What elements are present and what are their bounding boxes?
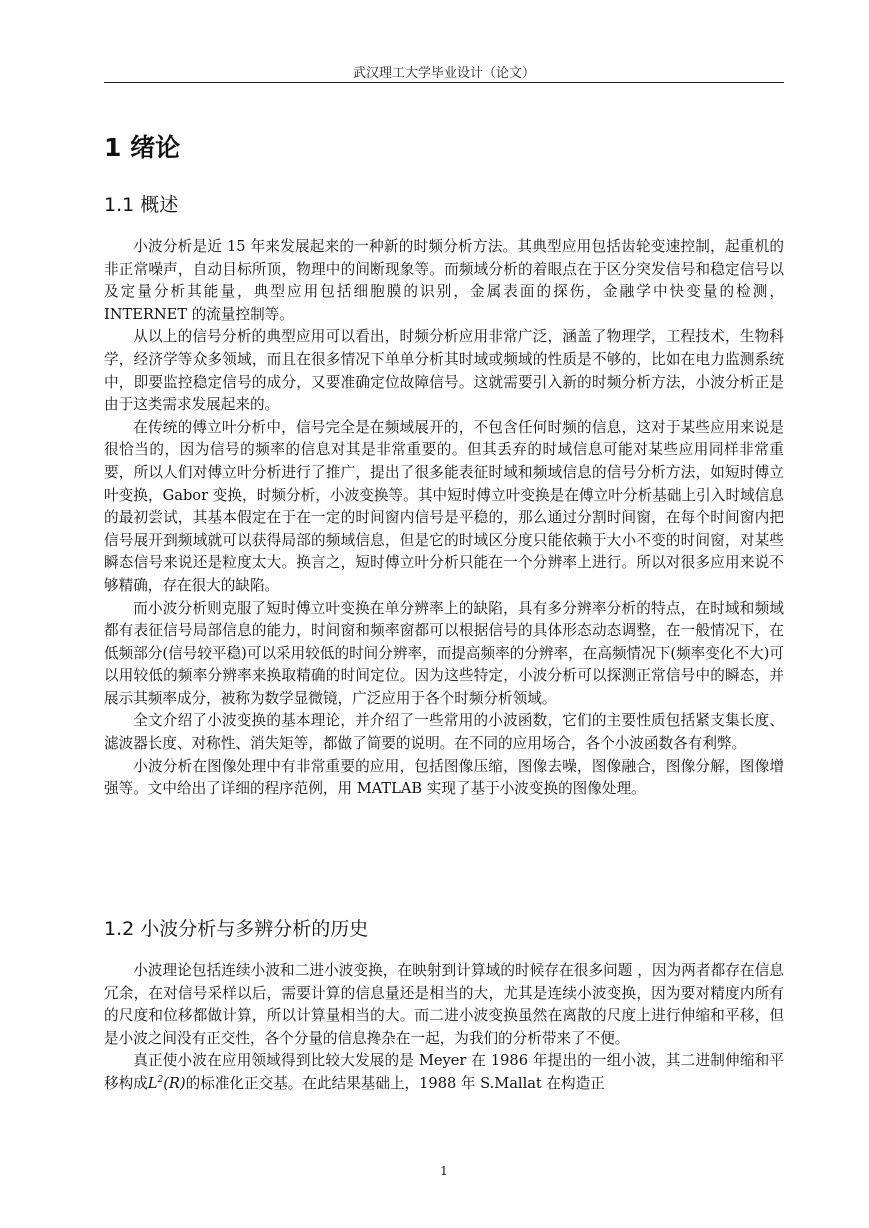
chapter-title: 1 绪论	[104, 133, 181, 162]
paragraph: 从以上的信号分析的典型应用可以看出，时频分析应用非常广泛，涵盖了物理学，工程技术，生物科学，经济学等众多领域，而且在很多情况下单单分析其时域或频域的性质是不够的，比如在电力监测系统中，即要监控稳定信号的成分，又要准确定位故障信号。这就需要引入新的时频分析方法，小波分析正是由于这类需求发展起来的。	[104, 328, 784, 414]
paragraph: 小波分析是近 15 年来发展起来的一种新的时频分析方法。其典型应用包括齿轮变速控制，起重机的非正常噪声，自动目标所顶，物理中的间断现象等。而频域分析的着眼点在于区分突发信号和稳定信号以及定量分析其能量，典型应用包括细胞膜的识别，金属表面的探伤，金融学中快变量的检测，INTERNET 的流量控制等。	[104, 238, 784, 323]
formula-exponent: 2	[157, 1075, 164, 1086]
header-divider	[104, 82, 784, 83]
section-title-1-1: 1.1 概述	[104, 194, 179, 216]
formula-L2R	[148, 1075, 186, 1092]
page-number: 1	[440, 1164, 448, 1178]
paragraph: 而小波分析则克服了短时傅立叶变换在单分辨率上的缺陷，具有多分辨率分析的特点，在时域和频域都有表征信号局部信息的能力，时间窗和频率窗都可以根据信号的具体形态动态调整，在一般情况下，在低频部分(信号较平稳)可以采用较低的时间分辨率，而提高频率的分辨率，在高频情况下(频率变化不大)可以用较低的频率分辨率来换取精确的时间定位。因为这些特定，小波分析可以探测正常信号中的瞬态，并展示其频率成分，被称为数学显微镜，广泛应用于各个时频分析领域。	[104, 599, 784, 707]
paragraph-with-formula	[104, 1050, 784, 1095]
formula-base: L	[147, 1074, 158, 1092]
section-title-1-2: 1.2 小波分析与多辨分析的历史	[104, 918, 369, 940]
formula-argument: (R)	[163, 1074, 186, 1092]
section-1-2-body	[104, 960, 784, 1096]
paragraph: 小波理论包括连续小波和二进小波变换，在映射到计算域的时候存在很多问题 ，因为两者都存在信息冗余，在对信号采样以后，需要计算的信息量还是相当的大，尤其是连续小波变换，因为要对精度内所有的尺度和位移都做计算，所以计算量相当的大。而二进小波变换虽然在离散的尺度上进行伸缩和平移，但是小波之间没有正交性，各个分量的信息搀杂在一起，为我们的分析带来了不便。	[104, 962, 784, 1047]
paragraph-text-after: 的标准化正交基。在此结果基础上，1988 年 S.Mallat 在构造正	[185, 1074, 605, 1092]
section-1-1-body	[104, 236, 784, 801]
paragraph-text-before: 真正使小波在应用领域得到比较大发展的是 Meyer 在 1986 年提出的一组小波，其二进制伸缩和平移构成	[104, 1052, 784, 1092]
running-header: 武汉理工大学毕业设计（论文）	[352, 66, 535, 81]
paragraph: 小波分析在图像处理中有非常重要的应用，包括图像压缩，图像去噪，图像融合，图像分解，图像增强等。文中给出了详细的程序范例，用 MATLAB 实现了基于小波变换的图像处理。	[104, 757, 784, 798]
paragraph: 在传统的傅立叶分析中，信号完全是在频域展开的，不包含任何时频的信息，这对于某些应用来说是很恰当的，因为信号的频率的信息对其是非常重要的。但其丢弃的时域信息可能对某些应用同样非常重要，所以人们对傅立叶分析进行了推广，提出了很多能表征时域和频域信息的信号分析方法，如短时傅立叶变换，Gabor 变换，时频分析，小波变换等。其中短时傅立叶变换是在傅立叶分析基础上引入时域信息的最初尝试，其基本假定在于在一定的时间窗内信号是平稳的，那么通过分割时间窗，在每个时间窗内把信号展开到频域就可以获得局部的频域信息，但是它的时域区分度只能依赖于大小不变的时间窗，对某些瞬态信号来说还是粒度太大。换言之，短时傅立叶分析只能在一个分辨率上进行。所以对很多应用来说不够精确，存在很大的缺陷。	[104, 418, 784, 594]
paragraph: 全文介绍了小波变换的基本理论，并介绍了一些常用的小波函数，它们的主要性质包括紧支集长度、滤波器长度、对称性、消失矩等，都做了简要的说明。在不同的应用场合，各个小波函数各有利弊。	[104, 712, 784, 753]
